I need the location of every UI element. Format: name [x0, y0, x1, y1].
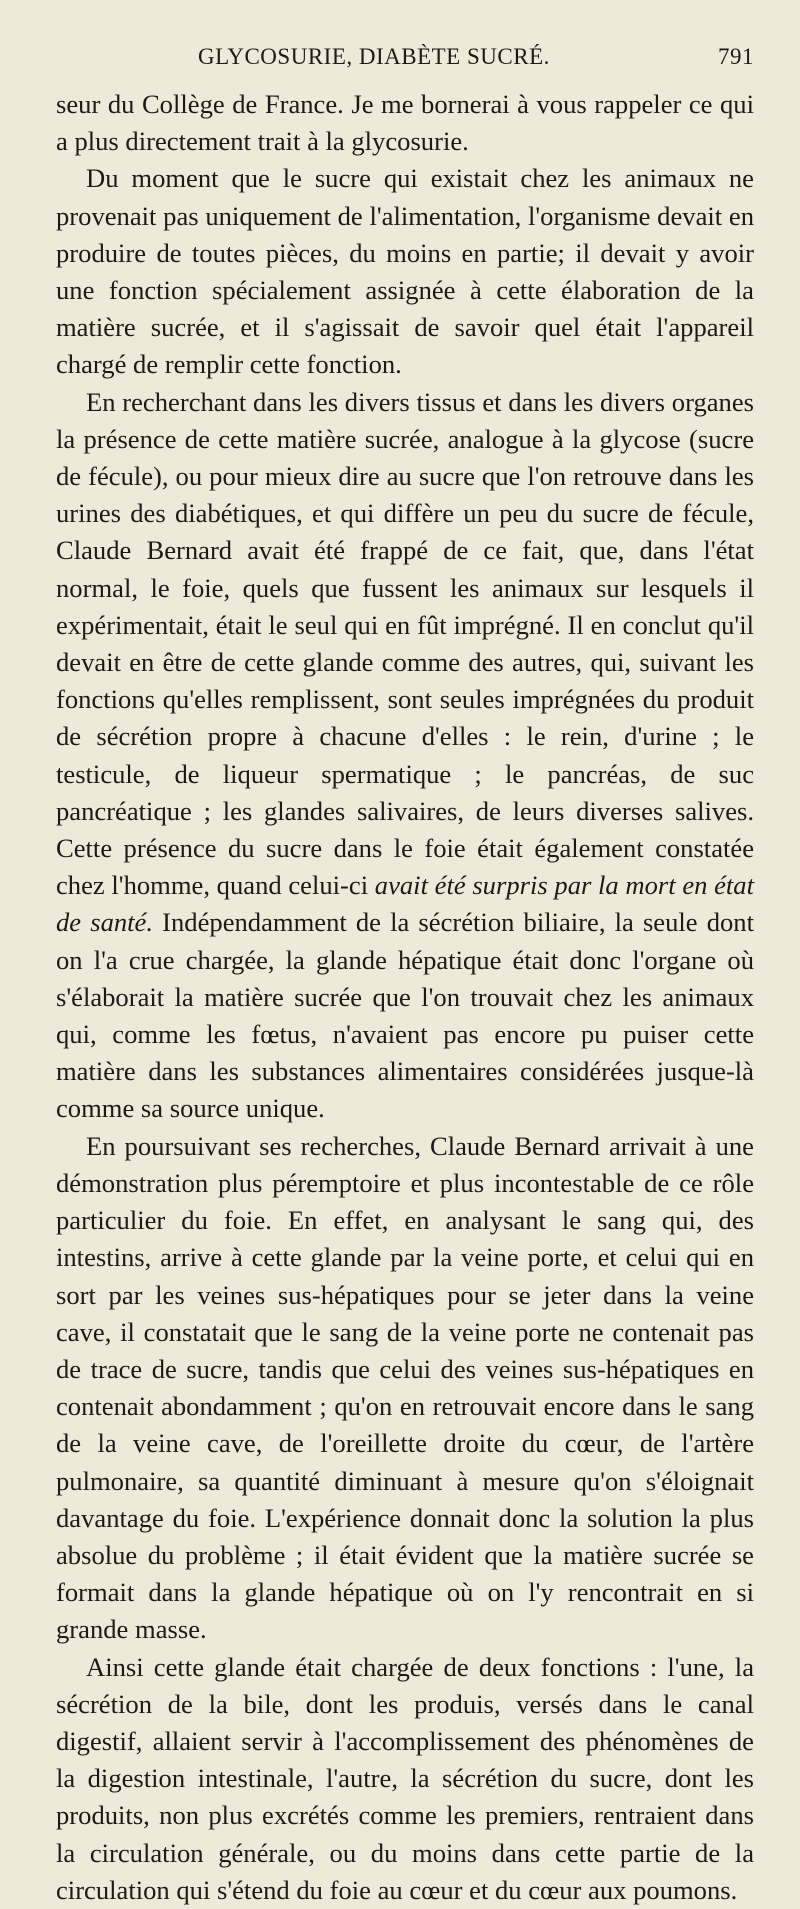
running-title: GLYCOSURIE, DIABÈTE SUCRÉ.	[198, 44, 550, 69]
paragraph-1: seur du Collège de France. Je me bornerai à vous rappeler ce qui a plus directement trait à la glycosurie.	[56, 89, 754, 157]
paragraph-5: Ainsi cette glande était chargée de deux fonctions : l'une, la sécrétion de la bile, dont les produis, versés dans le canal digestif, allaient servir à l'accomplissement des phénomènes de la digestion intestinale, l'autre, la sécrétion du sucre, dont les produits, non plus excrétés comme les premiers, rentraient dans la circulation générale, ou du moins dans cette partie de la circulation qui s'étend du foie au cœur et du cœur aux poumons.	[56, 1651, 754, 1905]
paragraph-4: En poursuivant ses recherches, Claude Bernard arrivait à une démonstration plus péremptoire et plus incontestable de ce rôle particulier du foie. En effet, en analysant le sang qui, des intestins, arrive à cette glande par la veine porte, et celui qui en sort par les veines sus-hépatiques pour se jeter dans la veine cave, il constatait que le sang de la veine porte ne contenait pas de trace de sucre, tandis que celui des veines sus-hépatiques en contenait abondamment ; qu'on en retrouvait encore dans le sang de la veine cave, de l'oreillette droite du cœur, de l'artère pulmonaire, sa quantité diminuant à mesure qu'on s'éloignait davantage du foie. L'expérience donnait donc la solution la plus absolue du problème ; il était évident que la matière sucrée se formait dans la glande hépatique où on l'y rencontrait en si grande masse.	[56, 1130, 754, 1645]
paragraph-3	[56, 384, 754, 1128]
paragraph-3-text-b: Indépendamment de la sécrétion biliaire, la seule dont on l'a crue chargée, la glande hépatique était donc l'organe où s'élaborait la matière sucrée que l'on trouvait chez les animaux qui, comme les fœtus, n'avaient pas encore pu puiser cette matière dans les substances alimentaires considérées jusque-là comme sa source unique.	[56, 907, 754, 1124]
page-number: 791	[718, 44, 754, 69]
italic-phrase: avait été surpris par la mort en état de santé.	[56, 870, 754, 938]
body-text	[56, 86, 754, 1909]
paragraph-2: Du moment que le sucre qui existait chez les animaux ne provenait pas uniquement de l'alimentation, l'organisme devait en produire de toutes pièces, du moins en partie; il devait y avoir une fonction spécialement assignée à cette élaboration de la matière sucrée, et il s'agissait de savoir quel était l'appareil chargé de remplir cette fonction.	[56, 163, 754, 380]
paragraph-3-text-a: En recherchant dans les divers tissus et dans les divers organes la présence de cette matière sucrée, analogue à la glycose (sucre de fécule), ou pour mieux dire au sucre que l'on retrouve dans les urines des diabétiques, et qui diffère un peu du sucre de fécule, Claude Bernard avait été frappé de ce fait, que, dans l'état normal, le foie, quels que fussent les animaux sur lesquels il expérimentait, était le seul qui en fût imprégné. Il en conclut qu'il devait en être de cette glande comme des autres, qui, suivant les fonctions qu'elles remplissent, sont seules imprégnées du produit de sécrétion propre à chacune d'elles : le rein, d'urine ; le testicule, de liqueur spermatique ; le pancréas, de suc pancréatique ; les glandes salivaires, de leurs diverses salives. Cette présence du sucre dans le foie était également constatée chez l'homme, quand celui-ci	[56, 386, 754, 901]
